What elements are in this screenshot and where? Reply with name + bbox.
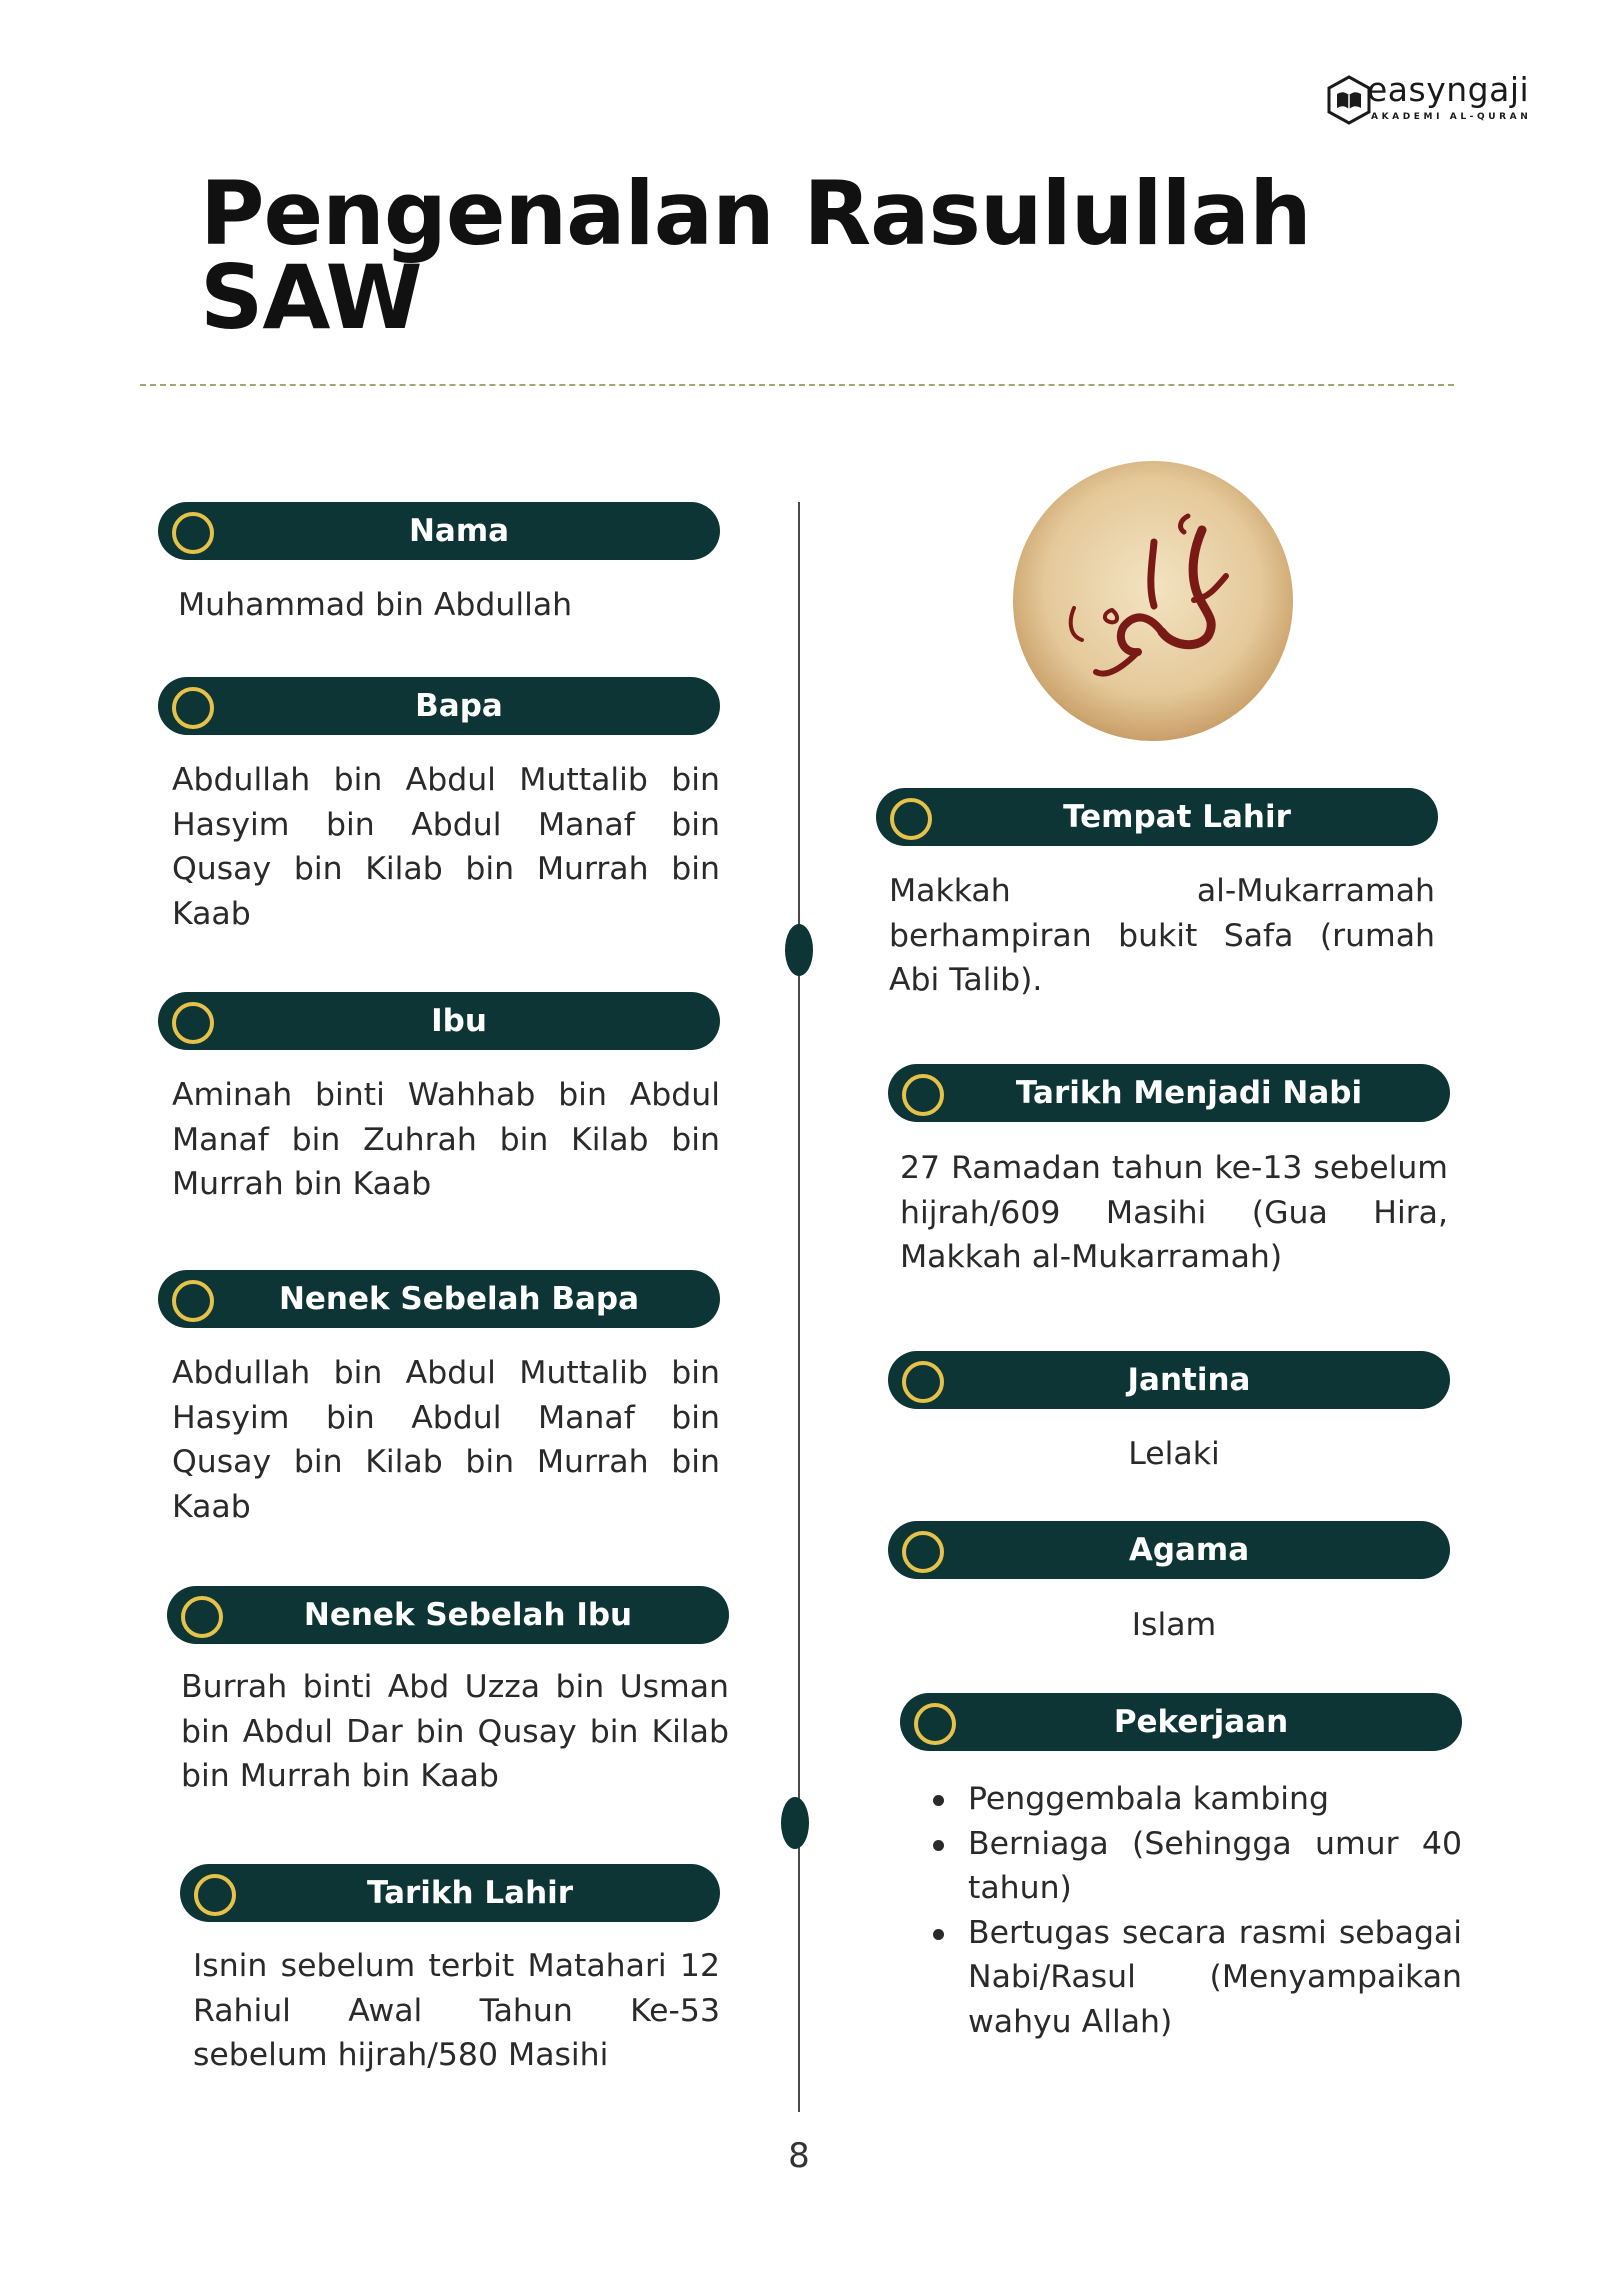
- label-nenek-sebelah-ibu: [167, 1586, 729, 1644]
- ring-icon: [194, 1874, 236, 1916]
- nenek-sebelah-ibu-value: Burrah binti Abd Uzza bin Usman bin Abdul Dar bin Qusay bin Kilab bin Murrah bin Kaab: [181, 1669, 729, 1794]
- label-text: Tempat Lahir: [1063, 799, 1291, 835]
- label-jantina: [888, 1351, 1450, 1409]
- label-text: Nenek Sebelah Bapa: [278, 1281, 640, 1317]
- ring-icon: [890, 798, 932, 840]
- ibu-value: Aminah binti Wahhab bin Abdul Manaf bin Zuhrah bin Kilab bin Murrah bin Kaab: [172, 1077, 720, 1202]
- label-ibu: [158, 992, 720, 1050]
- ring-icon: [181, 1596, 223, 1638]
- ring-icon: [172, 1280, 214, 1322]
- tarikh-menjadi-nabi-value: 27 Ramadan tahun ke-13 sebelum hijrah/609 Masihi (Gua Hira, Makkah al-Mukarramah): [900, 1150, 1448, 1275]
- agama-value: Islam: [1131, 1607, 1217, 1643]
- label-text: Ibu: [431, 1003, 487, 1039]
- list-item: Penggembala kambing: [930, 1777, 1462, 1822]
- label-bapa: [158, 677, 720, 735]
- ring-icon: [172, 1002, 214, 1044]
- label-text: Nama: [408, 513, 510, 549]
- list-item: Bertugas secara rasmi sebagai Nabi/Rasul (Menyampaikan wahyu Allah): [930, 1911, 1462, 2045]
- label-tempat-lahir: [876, 788, 1438, 846]
- label-nama: [158, 502, 720, 560]
- ring-icon: [172, 687, 214, 729]
- timeline-line: [798, 502, 800, 2112]
- label-pekerjaan: [900, 1693, 1462, 1751]
- bapa-value: Abdullah bin Abdul Muttalib bin Hasyim bin Abdul Manaf bin Qusay bin Kilab bin Murrah bin Kaab: [172, 762, 720, 932]
- title-divider: [140, 384, 1454, 386]
- page-number: 8: [788, 2136, 810, 2176]
- label-agama: [888, 1521, 1450, 1579]
- nenek-sebelah-bapa-value: Abdullah bin Abdul Muttalib bin Hasyim bin Abdul Manaf bin Qusay bin Kilab bin Murrah bin Kaab: [172, 1355, 720, 1525]
- label-text: Agama: [1128, 1532, 1250, 1568]
- ring-icon: [172, 512, 214, 554]
- timeline-dot: [785, 924, 813, 976]
- list-item: Berniaga (Sehingga umur 40 tahun): [930, 1822, 1462, 1911]
- page-title-line-1: Pengenalan Rasulullah: [200, 162, 1311, 265]
- timeline-dot: [781, 1797, 809, 1849]
- brand-logo: [1325, 68, 1532, 130]
- ring-icon: [902, 1074, 944, 1116]
- muhammad-calligraphy-medallion: [1012, 460, 1294, 742]
- page-title: [200, 162, 1311, 349]
- ring-icon: [902, 1531, 944, 1573]
- nama-value: Muhammad bin Abdullah: [178, 587, 573, 623]
- jantina-value: Lelaki: [1128, 1436, 1220, 1472]
- label-tarikh-menjadi-nabi: [888, 1064, 1450, 1122]
- ring-icon: [914, 1703, 956, 1745]
- logo-tagline: AKADEMI AL-QURAN: [1371, 112, 1532, 122]
- label-text: Tarikh Lahir: [366, 1875, 574, 1911]
- ring-icon: [902, 1361, 944, 1403]
- label-text: Nenek Sebelah Ibu: [303, 1597, 633, 1633]
- tarikh-lahir-value: Isnin sebelum terbit Matahari 12 Rahiul Awal Tahun Ke-53 sebelum hijrah/580 Masihi: [193, 1948, 720, 2073]
- label-text: Jantina: [1127, 1362, 1251, 1398]
- quran-book-icon: [1325, 74, 1373, 126]
- label-text: Bapa: [415, 688, 503, 724]
- label-text: Tarikh Menjadi Nabi: [1015, 1075, 1363, 1111]
- tempat-lahir-value: Makkah al-Mukarramah berhampiran bukit Safa (rumah Abi Talib).: [889, 873, 1435, 998]
- page-title-line-2: SAW: [200, 246, 422, 349]
- label-text: Pekerjaan: [1113, 1704, 1289, 1740]
- logo-name: easyngaji: [1367, 70, 1530, 109]
- label-nenek-sebelah-bapa: [158, 1270, 720, 1328]
- pekerjaan-list: [930, 1777, 1462, 2044]
- label-tarikh-lahir: [180, 1864, 720, 1922]
